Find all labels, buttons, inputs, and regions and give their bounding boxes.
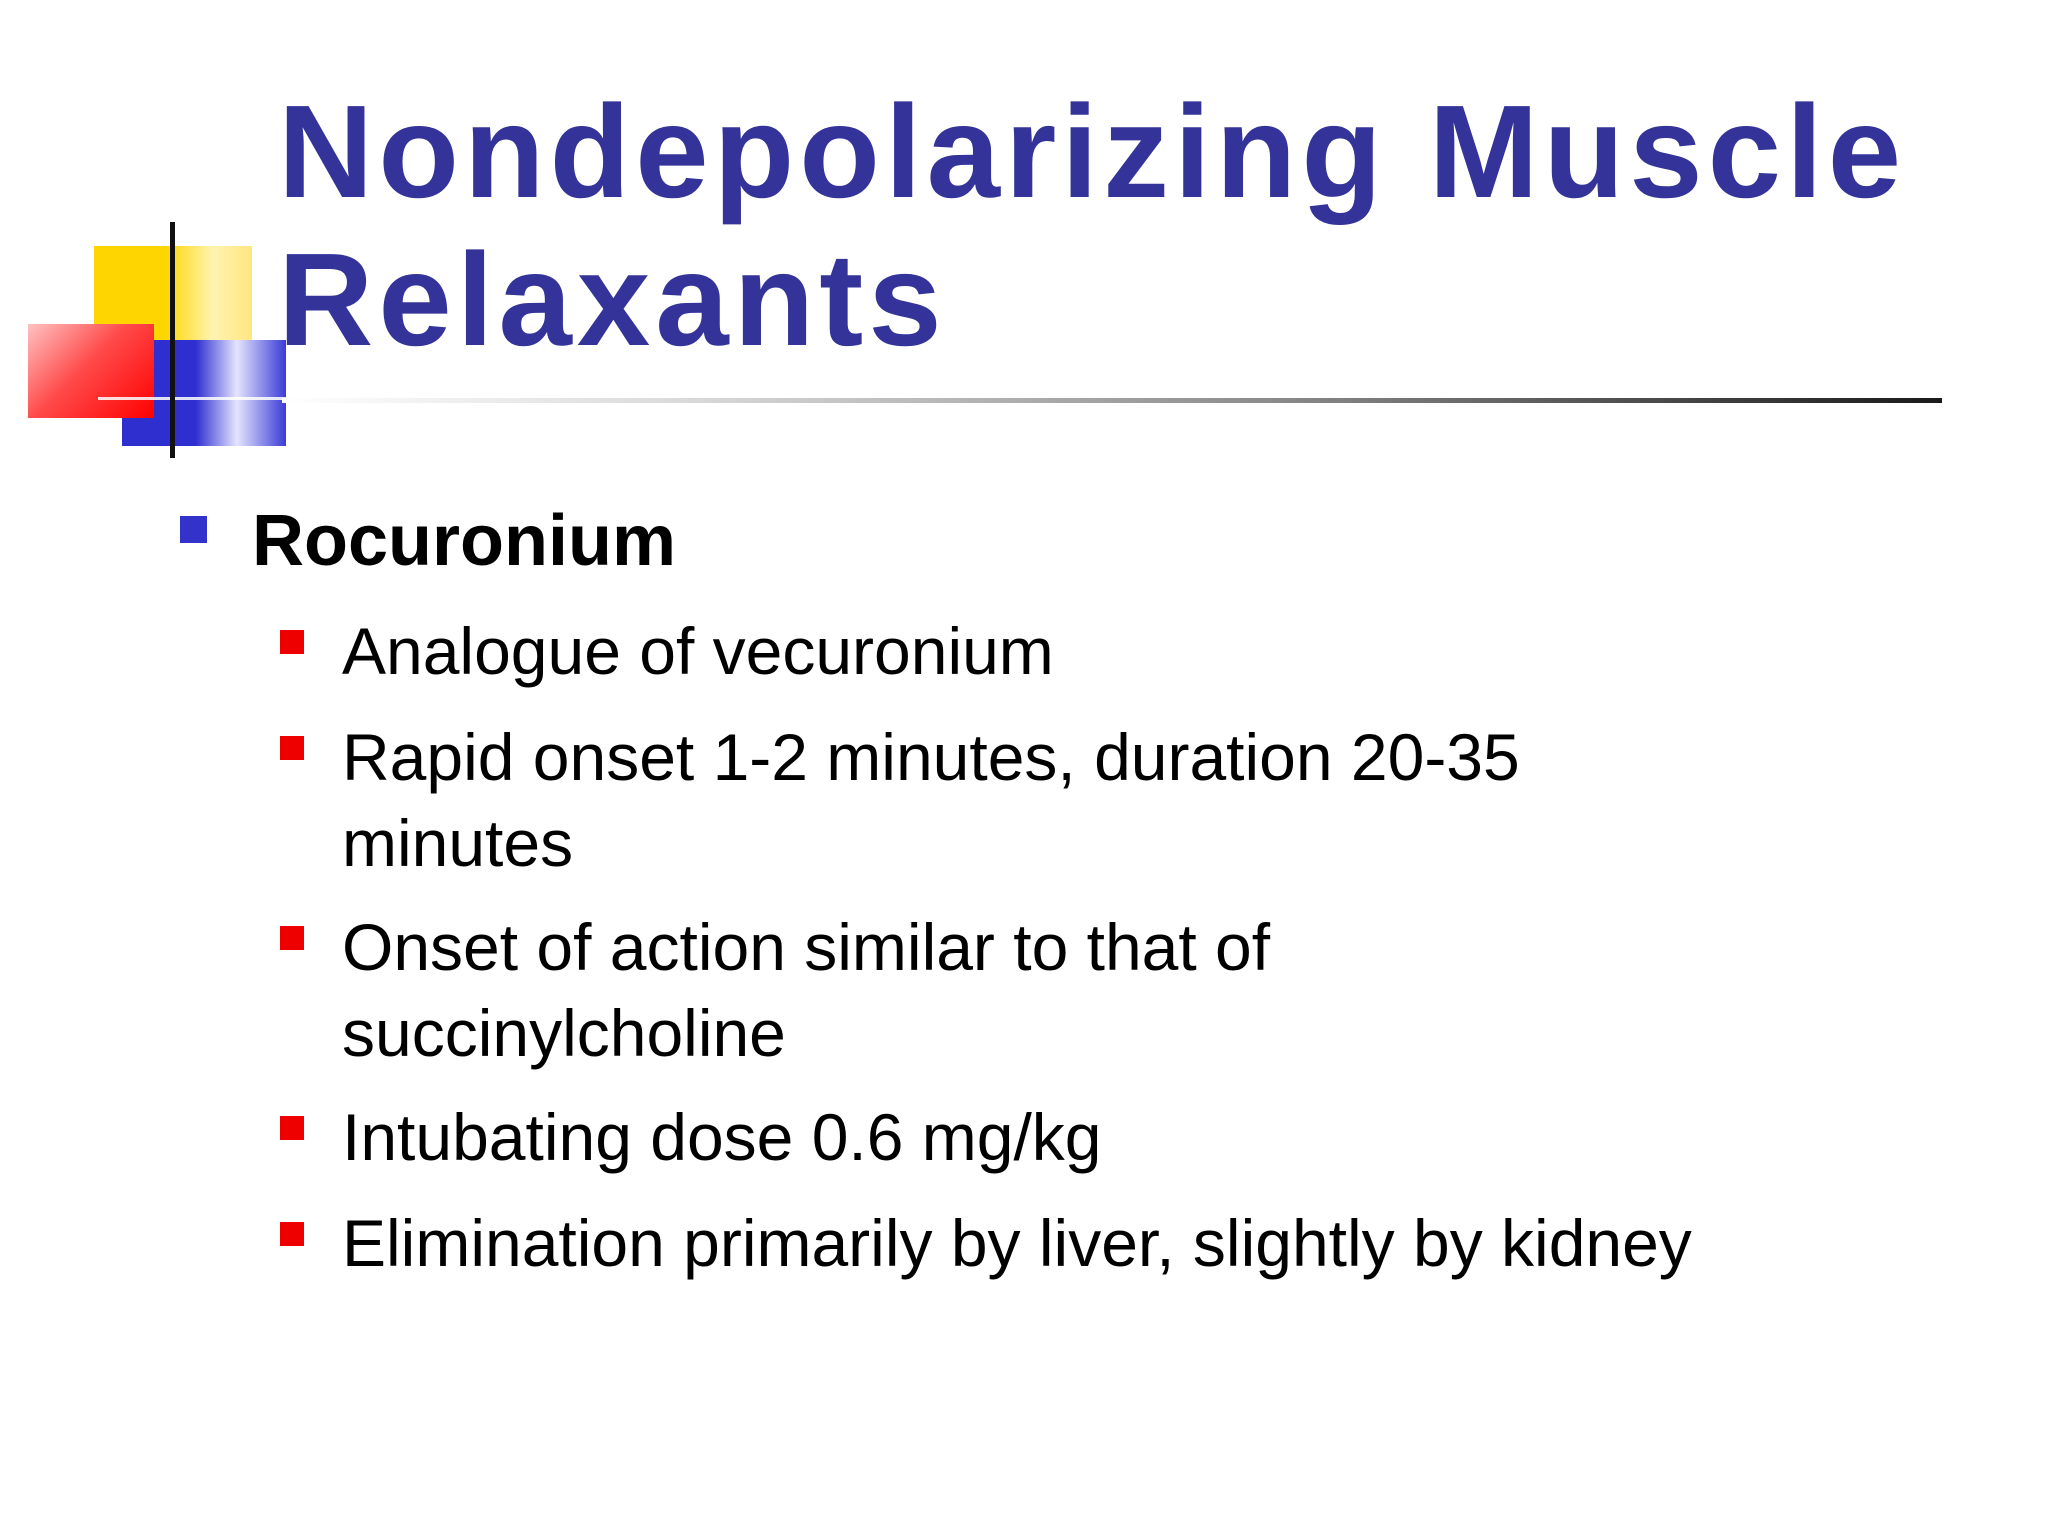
sub-bullet-square-icon	[280, 926, 304, 950]
sub-bullet-text: Intubating dose 0.6 mg/kg	[342, 1100, 1102, 1174]
sub-bullet-square-icon	[280, 1222, 304, 1246]
sub-bullet-text-continued: minutes	[342, 806, 574, 880]
sub-bullet-text: Elimination primarily by liver, slightly by kidney	[342, 1206, 1692, 1280]
sub-bullet-square-icon	[280, 1116, 304, 1140]
sub-bullet-square-icon	[280, 630, 304, 654]
sub-bullet-square-icon	[280, 736, 304, 760]
bullet-square-icon	[180, 516, 207, 543]
bullet-heading: Rocuronium	[252, 501, 676, 581]
slide-title: Nondepolarizing Muscle Relaxants	[278, 78, 1907, 373]
sub-bullet-text-continued: succinylcholine	[342, 996, 786, 1070]
sub-bullet-text: Analogue of vecuronium	[342, 614, 1054, 688]
sub-bullet-text: Onset of action similar to that of	[342, 910, 1271, 984]
sub-bullet-text: Rapid onset 1-2 minutes, duration 20-35	[342, 720, 1520, 794]
